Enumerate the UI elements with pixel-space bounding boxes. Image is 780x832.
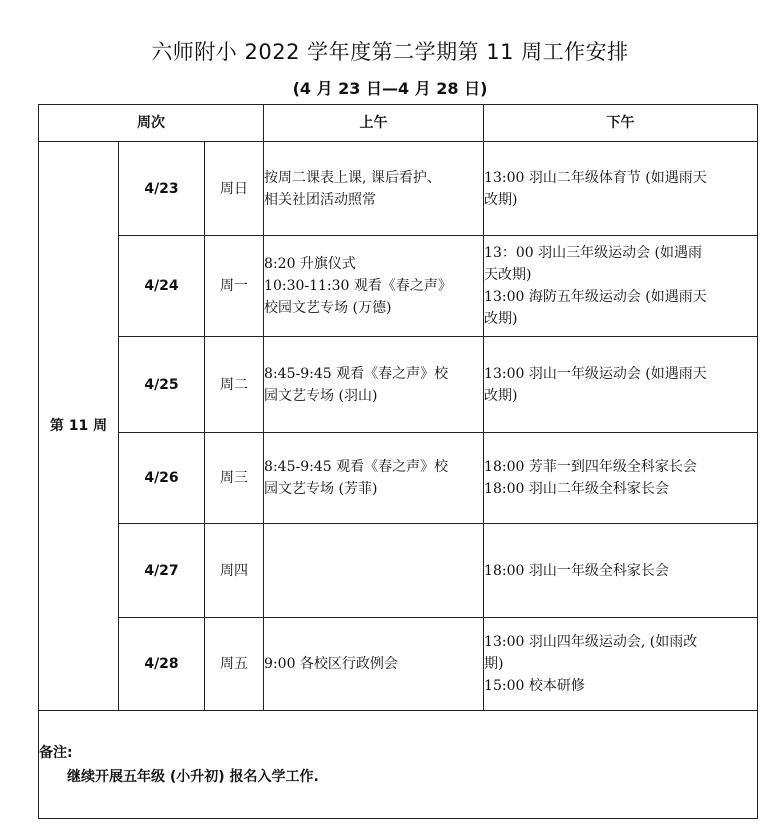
morning-line: 按周二课表上课, 课后看护、 bbox=[264, 169, 441, 186]
row-day: 周四 bbox=[205, 524, 264, 618]
notes-body: 继续开展五年级 (小升初) 报名入学工作. bbox=[67, 768, 319, 785]
header-row bbox=[39, 105, 758, 142]
afternoon-line: 期) bbox=[484, 656, 504, 672]
week-label: 第 11 周 bbox=[39, 142, 119, 711]
row-morning bbox=[264, 524, 484, 618]
row-day: 周五 bbox=[205, 618, 264, 711]
date-range-subtitle: (4 月 23 日—4 月 28 日) bbox=[292, 79, 488, 98]
row-afternoon bbox=[484, 142, 758, 236]
page-title: 六师附小 2022 学年度第二学期第 11 周工作安排 bbox=[151, 40, 629, 64]
row-afternoon bbox=[484, 433, 758, 524]
afternoon-line: 18:00 芳菲一到四年级全科家长会 bbox=[484, 459, 697, 475]
morning-line: 园文艺专场 (芳菲) bbox=[264, 481, 378, 497]
row-morning bbox=[264, 618, 484, 711]
afternoon-line: 13:00 羽山四年级运动会, (如雨改 bbox=[484, 634, 698, 650]
header-week: 周次 bbox=[39, 105, 264, 142]
table-row bbox=[39, 142, 758, 236]
morning-line: 校园文艺专场 (万德) bbox=[264, 300, 392, 316]
row-morning bbox=[264, 433, 484, 524]
row-afternoon bbox=[484, 524, 758, 618]
row-morning bbox=[264, 337, 484, 433]
row-day: 周一 bbox=[205, 236, 264, 337]
table-row bbox=[39, 433, 758, 524]
row-date: 4/25 bbox=[119, 337, 205, 433]
afternoon-line: 改期) bbox=[484, 311, 518, 327]
afternoon-line: 13:00 羽山一年级运动会 (如遇雨天 bbox=[484, 365, 707, 382]
afternoon-line: 改期) bbox=[484, 191, 518, 208]
notes-row bbox=[39, 711, 758, 819]
morning-line: 8:20 升旗仪式 bbox=[264, 256, 356, 272]
table-row bbox=[39, 618, 758, 711]
row-date: 4/24 bbox=[119, 236, 205, 337]
row-day: 周三 bbox=[205, 433, 264, 524]
row-date: 4/23 bbox=[119, 142, 205, 236]
morning-line: 9:00 各校区行政例会 bbox=[264, 656, 398, 672]
afternoon-line: 13:00 海防五年级运动会 (如遇雨天 bbox=[484, 289, 707, 305]
row-day: 周二 bbox=[205, 337, 264, 433]
row-morning bbox=[264, 236, 484, 337]
row-afternoon bbox=[484, 618, 758, 711]
table-row bbox=[39, 236, 758, 337]
morning-line: 10:30-11:30 观看《春之声》 bbox=[264, 278, 452, 294]
row-afternoon bbox=[484, 236, 758, 337]
row-date: 4/26 bbox=[119, 433, 205, 524]
notes-label: 备注: bbox=[39, 744, 73, 761]
afternoon-line: 13:00 羽山二年级体育节 (如遇雨天 bbox=[484, 169, 707, 186]
header-morning: 上午 bbox=[264, 105, 484, 142]
notes-cell bbox=[39, 711, 758, 819]
afternoon-line: 18:00 羽山一年级全科家长会 bbox=[484, 562, 669, 579]
row-date: 4/28 bbox=[119, 618, 205, 711]
header-afternoon: 下午 bbox=[484, 105, 758, 142]
afternoon-line: 15:00 校本研修 bbox=[484, 678, 585, 694]
afternoon-line: 18:00 羽山二年级全科家长会 bbox=[484, 481, 669, 497]
morning-line: 8:45-9:45 观看《春之声》校 bbox=[264, 365, 449, 382]
schedule-table bbox=[38, 104, 758, 819]
row-date: 4/27 bbox=[119, 524, 205, 618]
afternoon-line: 天改期) bbox=[484, 267, 532, 283]
afternoon-line: 改期) bbox=[484, 387, 518, 404]
row-day: 周日 bbox=[205, 142, 264, 236]
schedule-rows bbox=[39, 142, 758, 711]
table-row bbox=[39, 337, 758, 433]
row-afternoon bbox=[484, 337, 758, 433]
table-row bbox=[39, 524, 758, 618]
afternoon-line: 13：00 羽山三年级运动会 (如遇雨 bbox=[484, 245, 703, 261]
morning-line: 相关社团活动照常 bbox=[264, 191, 377, 208]
morning-line: 园文艺专场 (羽山) bbox=[264, 387, 378, 404]
row-morning bbox=[264, 142, 484, 236]
morning-line: 8:45-9:45 观看《春之声》校 bbox=[264, 459, 449, 475]
